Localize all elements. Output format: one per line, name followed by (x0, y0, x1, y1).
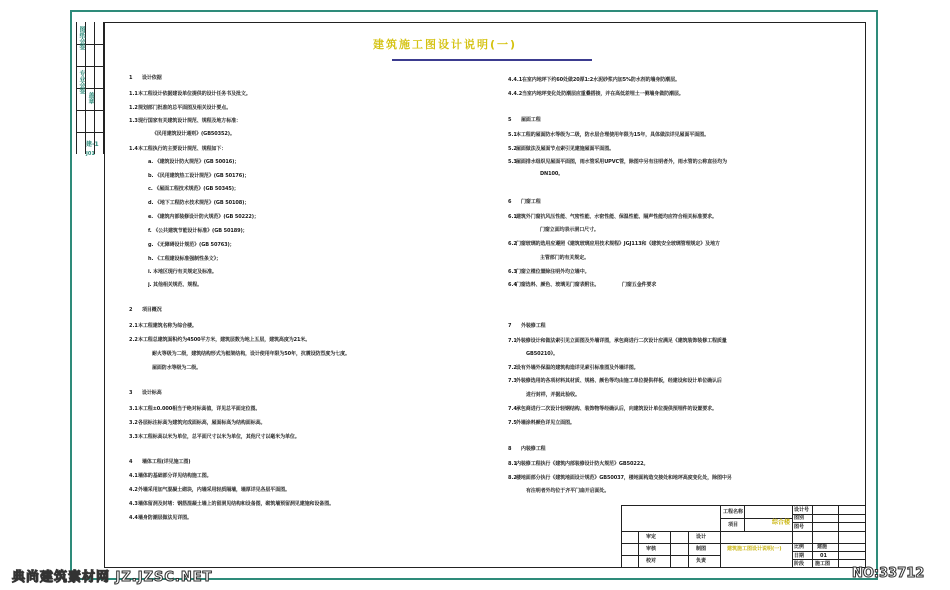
item-value: 综合楼 (772, 519, 791, 526)
clause-text: 《民用建筑设计通则》(GB50352)。 (152, 131, 235, 137)
clause-number: 3.1 (129, 406, 138, 412)
item-label: 项目 (728, 522, 739, 528)
phase-value: 施工图 (815, 561, 831, 567)
clause-text: 本工程设计依据建设单位提供的设计任务书及批文。 (138, 91, 251, 97)
clause-number: 7.3 (508, 378, 517, 384)
clause-number: 1 (129, 75, 133, 81)
title-block-line (688, 531, 689, 567)
category-label: 图别 (794, 515, 805, 521)
clause-text: 进行封样，并据此验收。 (526, 392, 580, 398)
clause-text: a. 《建筑设计防火规范》(GB 50016)； (148, 159, 240, 165)
clause-number: 1.3 (129, 118, 138, 124)
clause-text: 本工程±0.000相当于绝对标高值，详见总平面定位图。 (138, 406, 261, 412)
clause-text: 门窗玻璃的选用应遵照《建筑玻璃应用技术规程》JGJ113和《建筑安全玻璃管理规定》及地方 (516, 241, 720, 247)
clause-number: 4.3 (129, 501, 138, 507)
clause-text: 外装修工程 (521, 323, 546, 329)
title-block-line (792, 522, 865, 523)
drafting-label: 制图 (696, 546, 707, 552)
clause-text: i. 本地区现行有关规定及标准。 (148, 269, 217, 275)
design-no-label: 设计号 (794, 507, 810, 513)
approval-label: 审定 (646, 534, 657, 540)
clause-number: 2.2 (129, 337, 138, 343)
date-label: 日期 (794, 553, 805, 559)
binding-label: 专业会签 (78, 70, 85, 94)
binding-line (76, 110, 104, 111)
title-block-line (670, 531, 671, 567)
title-block (621, 505, 866, 568)
clause-number: 3.2 (129, 420, 138, 426)
title-block-line (720, 506, 721, 567)
clause-text: GB50210》。 (526, 351, 558, 357)
clause-number: 4 (129, 459, 133, 465)
clause-number: 1.1 (129, 91, 138, 97)
clause-text: 本工程标高以米为单位，总平面尺寸以米为单位，其他尺寸以毫米为单位。 (138, 434, 300, 440)
clause-text: 外装修选用的各项材料其材质、规格、颜色等均由施工单位提供样板，经建设和设计单位确认后 (516, 378, 722, 384)
clause-number: 7.2 (508, 365, 517, 371)
clause-text: 门窗立樘位置除注明外均立墙中。 (516, 269, 590, 275)
title-block-line (638, 531, 639, 567)
clause-number: 1.4 (129, 146, 138, 152)
clause-text: 屋面排水组织见屋面平面图，雨水管采用UPVC管，除图中另有注明者外，雨水管的公称直径均为 (516, 159, 727, 165)
clause-text: 主管部门的有关规定。 (540, 255, 590, 261)
clause-text: 墙身防潮层做法见详图。 (138, 515, 192, 521)
title-block-line (812, 506, 813, 567)
drawing-name: 建筑施工图设计说明(一) (727, 546, 782, 552)
clause-text: 内装修工程执行《建筑内部装修设计防火规范》GB50222。 (516, 461, 649, 467)
clause-text: 设计依据 (142, 75, 162, 81)
sheet-stamp: 建-1 (86, 141, 99, 148)
check-label: 校对 (646, 558, 657, 564)
clause-text: b. 《民用建筑热工设计规范》(GB 50176)； (148, 173, 250, 179)
title-block-line (744, 506, 745, 531)
clause-text: 项目概况 (142, 307, 162, 313)
clause-number: 7.5 (508, 420, 517, 426)
clause-text: 外墙涂料颜色详见立面图。 (516, 420, 575, 426)
clause-number: 1.2 (129, 105, 138, 111)
clause-text: 门窗工程 (521, 199, 541, 205)
clause-text: 承包商进行二次设计轻钢结构、装饰物等经确认后，向建筑设计单位提供预埋件的设置要求。 (516, 406, 717, 412)
clause-text: d. 《地下工程防水技术规范》(GB 50108)； (148, 200, 250, 206)
watermark-number: NO:33712 (852, 566, 925, 581)
clause-text: 耐火等级为二级，建筑结构形式为框架结构，设计使用年限为50年，抗震设防烈度为七度。 (152, 351, 350, 357)
title-block-line (622, 543, 865, 544)
clause-text: 在室内地坪下约60处做20厚1:2水泥砂浆内加5%防水剂的墙身防潮层。 (522, 77, 680, 83)
clause-number: 8 (508, 446, 512, 452)
clause-number: 7 (508, 323, 512, 329)
sheet-no-value: 01 (820, 553, 827, 559)
clause-number: 4.2 (129, 487, 138, 493)
clause-text: 门窗五金件要求 (622, 282, 657, 288)
clause-number: 2.1 (129, 323, 138, 329)
binding-label: 图纸会签 (78, 26, 85, 50)
clause-text: 本工程总建筑面积约为4500平方米，建筑层数为地上五层，建筑高度为21米。 (138, 337, 311, 343)
project-label: 工程名称 (723, 509, 744, 515)
clause-text: 建筑外门窗抗风压性能、气密性能、水密性能、保温性能、隔声性能均应符合相关标准要求。 (516, 214, 717, 220)
clause-text: 楼地面部分执行《建筑地面设计规范》GB50037，楼地面构造交接处和地坪高度变化处，除图中另 (516, 475, 732, 481)
clause-number: 6.3 (508, 269, 517, 275)
clause-number: 3 (129, 390, 133, 396)
clause-text: 本工程建筑名称为综合楼。 (138, 323, 197, 329)
clause-text: 外墙采用加气混凝土砌块，内墙采用轻质隔墙，墙厚详见各层平面图。 (138, 487, 290, 493)
clause-text: 设有外墙外保温的建筑构造详见索引标准图及外墙详图。 (516, 365, 639, 371)
clause-text: 现行国家有关建筑设计规范、规程及地方标准： (138, 118, 241, 124)
review-label: 审核 (646, 546, 657, 552)
binding-label: 盖章 (87, 92, 94, 104)
clause-number: 6 (508, 199, 512, 205)
clause-text: e. 《建筑内部装修设计防火规范》(GB 50222)； (148, 214, 259, 220)
title-block-line (622, 555, 720, 556)
clause-number: 5.3 (508, 159, 517, 165)
clause-number: 6.4 (508, 282, 517, 288)
phase-label: 阶段 (794, 561, 805, 567)
clause-text: c. 《屋面工程技术规范》(GB 50345)； (148, 186, 239, 192)
clause-number: 4.4.2 (508, 91, 523, 97)
clause-number: 6.1 (508, 214, 517, 220)
title-block-line (622, 531, 865, 532)
clause-number: 4.4.1 (508, 77, 523, 83)
clause-text: 有注明者外均位于齐平门扇开启面处。 (526, 488, 610, 494)
clause-number: 6.2 (508, 241, 517, 247)
watermark-site: 典尚建筑素材网 JZ.JZSC.NET (12, 570, 213, 585)
clause-text: 规划部门批准的总平面图及相关设计要点。 (138, 105, 232, 111)
clause-text: 屋面做法及屋面节点索引见建施屋面平面图。 (516, 146, 615, 152)
design-label: 设计 (696, 534, 707, 540)
title-underline (392, 59, 592, 61)
clause-text: j. 其他相关规范、规程。 (148, 282, 203, 288)
clause-text: 外装修设计和做法索引见立面图及外墙详图，承包商进行二次设计应满足《建筑装饰装修工程质量 (516, 338, 727, 344)
clause-number: 8.2 (508, 475, 517, 481)
clause-text: 门窗立面均表示洞口尺寸。 (540, 227, 599, 233)
sheet-no-label: 图号 (794, 524, 805, 530)
title-block-line (792, 506, 793, 567)
clause-text: g. 《无障碍设计规范》(GB 50763)； (148, 242, 235, 248)
clause-number: 3.3 (129, 434, 138, 440)
clause-number: 4.4 (129, 515, 138, 521)
title-block-line (838, 506, 839, 567)
clause-number: 7.4 (508, 406, 517, 412)
page-title: 建筑施工图设计说明(一) (372, 38, 518, 51)
sheet-stamp-code: J01 (86, 151, 95, 157)
clause-text: 门窗选料、颜色、玻璃见门窗表附注。 (516, 282, 600, 288)
clause-number: 5.1 (508, 132, 517, 138)
clause-text: 本工程执行的主要设计规范、规程如下： (138, 146, 227, 152)
binding-line (76, 66, 104, 67)
clause-number: 8.1 (508, 461, 517, 467)
binding-strip (76, 22, 104, 154)
clause-text: 内装修工程 (521, 446, 546, 452)
clause-text: 设计标高 (142, 390, 162, 396)
title-block-line (792, 559, 865, 560)
clause-text: 本工程的屋面防水等级为二级，防水层合理使用年限为15年，具体做法详见屋面平面图。 (516, 132, 709, 138)
clause-number: 4.1 (129, 473, 138, 479)
binding-line (76, 132, 104, 133)
clause-number: 2 (129, 307, 133, 313)
clause-number: 5 (508, 117, 512, 123)
clause-number: 5.2 (508, 146, 517, 152)
clause-text: f. 《公共建筑节能设计标准》(GB 50189)； (148, 228, 248, 234)
title-block-line (792, 551, 865, 552)
clause-text: 墙体留洞及封堵：钢筋混凝土墙上的留洞见结构和设备图，砌筑墙预留洞见建施和设备图。 (138, 501, 335, 507)
clause-text: 各层标注标高为建筑完成面标高，屋面标高为结构面标高。 (138, 420, 266, 426)
clause-text: h. 《工程建设标准强制性条文》； (148, 256, 222, 262)
scale-label: 比例 (794, 544, 805, 550)
clause-text: 墙体工程(详见施工图) (142, 459, 191, 465)
category-value: 建施 (817, 544, 828, 550)
clause-text: 屋面工程 (521, 117, 541, 123)
clause-text: 墙体的基础部分详见结构施工图。 (138, 473, 212, 479)
clause-text: 当室内地坪变化处防潮层应重叠搭接，并在高低差埋土一侧墙身做防潮层。 (522, 91, 684, 97)
clause-text: 屋面防水等级为二级。 (152, 365, 202, 371)
clause-number: 7.1 (508, 338, 517, 344)
lead-label: 负责 (696, 558, 707, 564)
clause-text: DN100。 (540, 171, 564, 177)
